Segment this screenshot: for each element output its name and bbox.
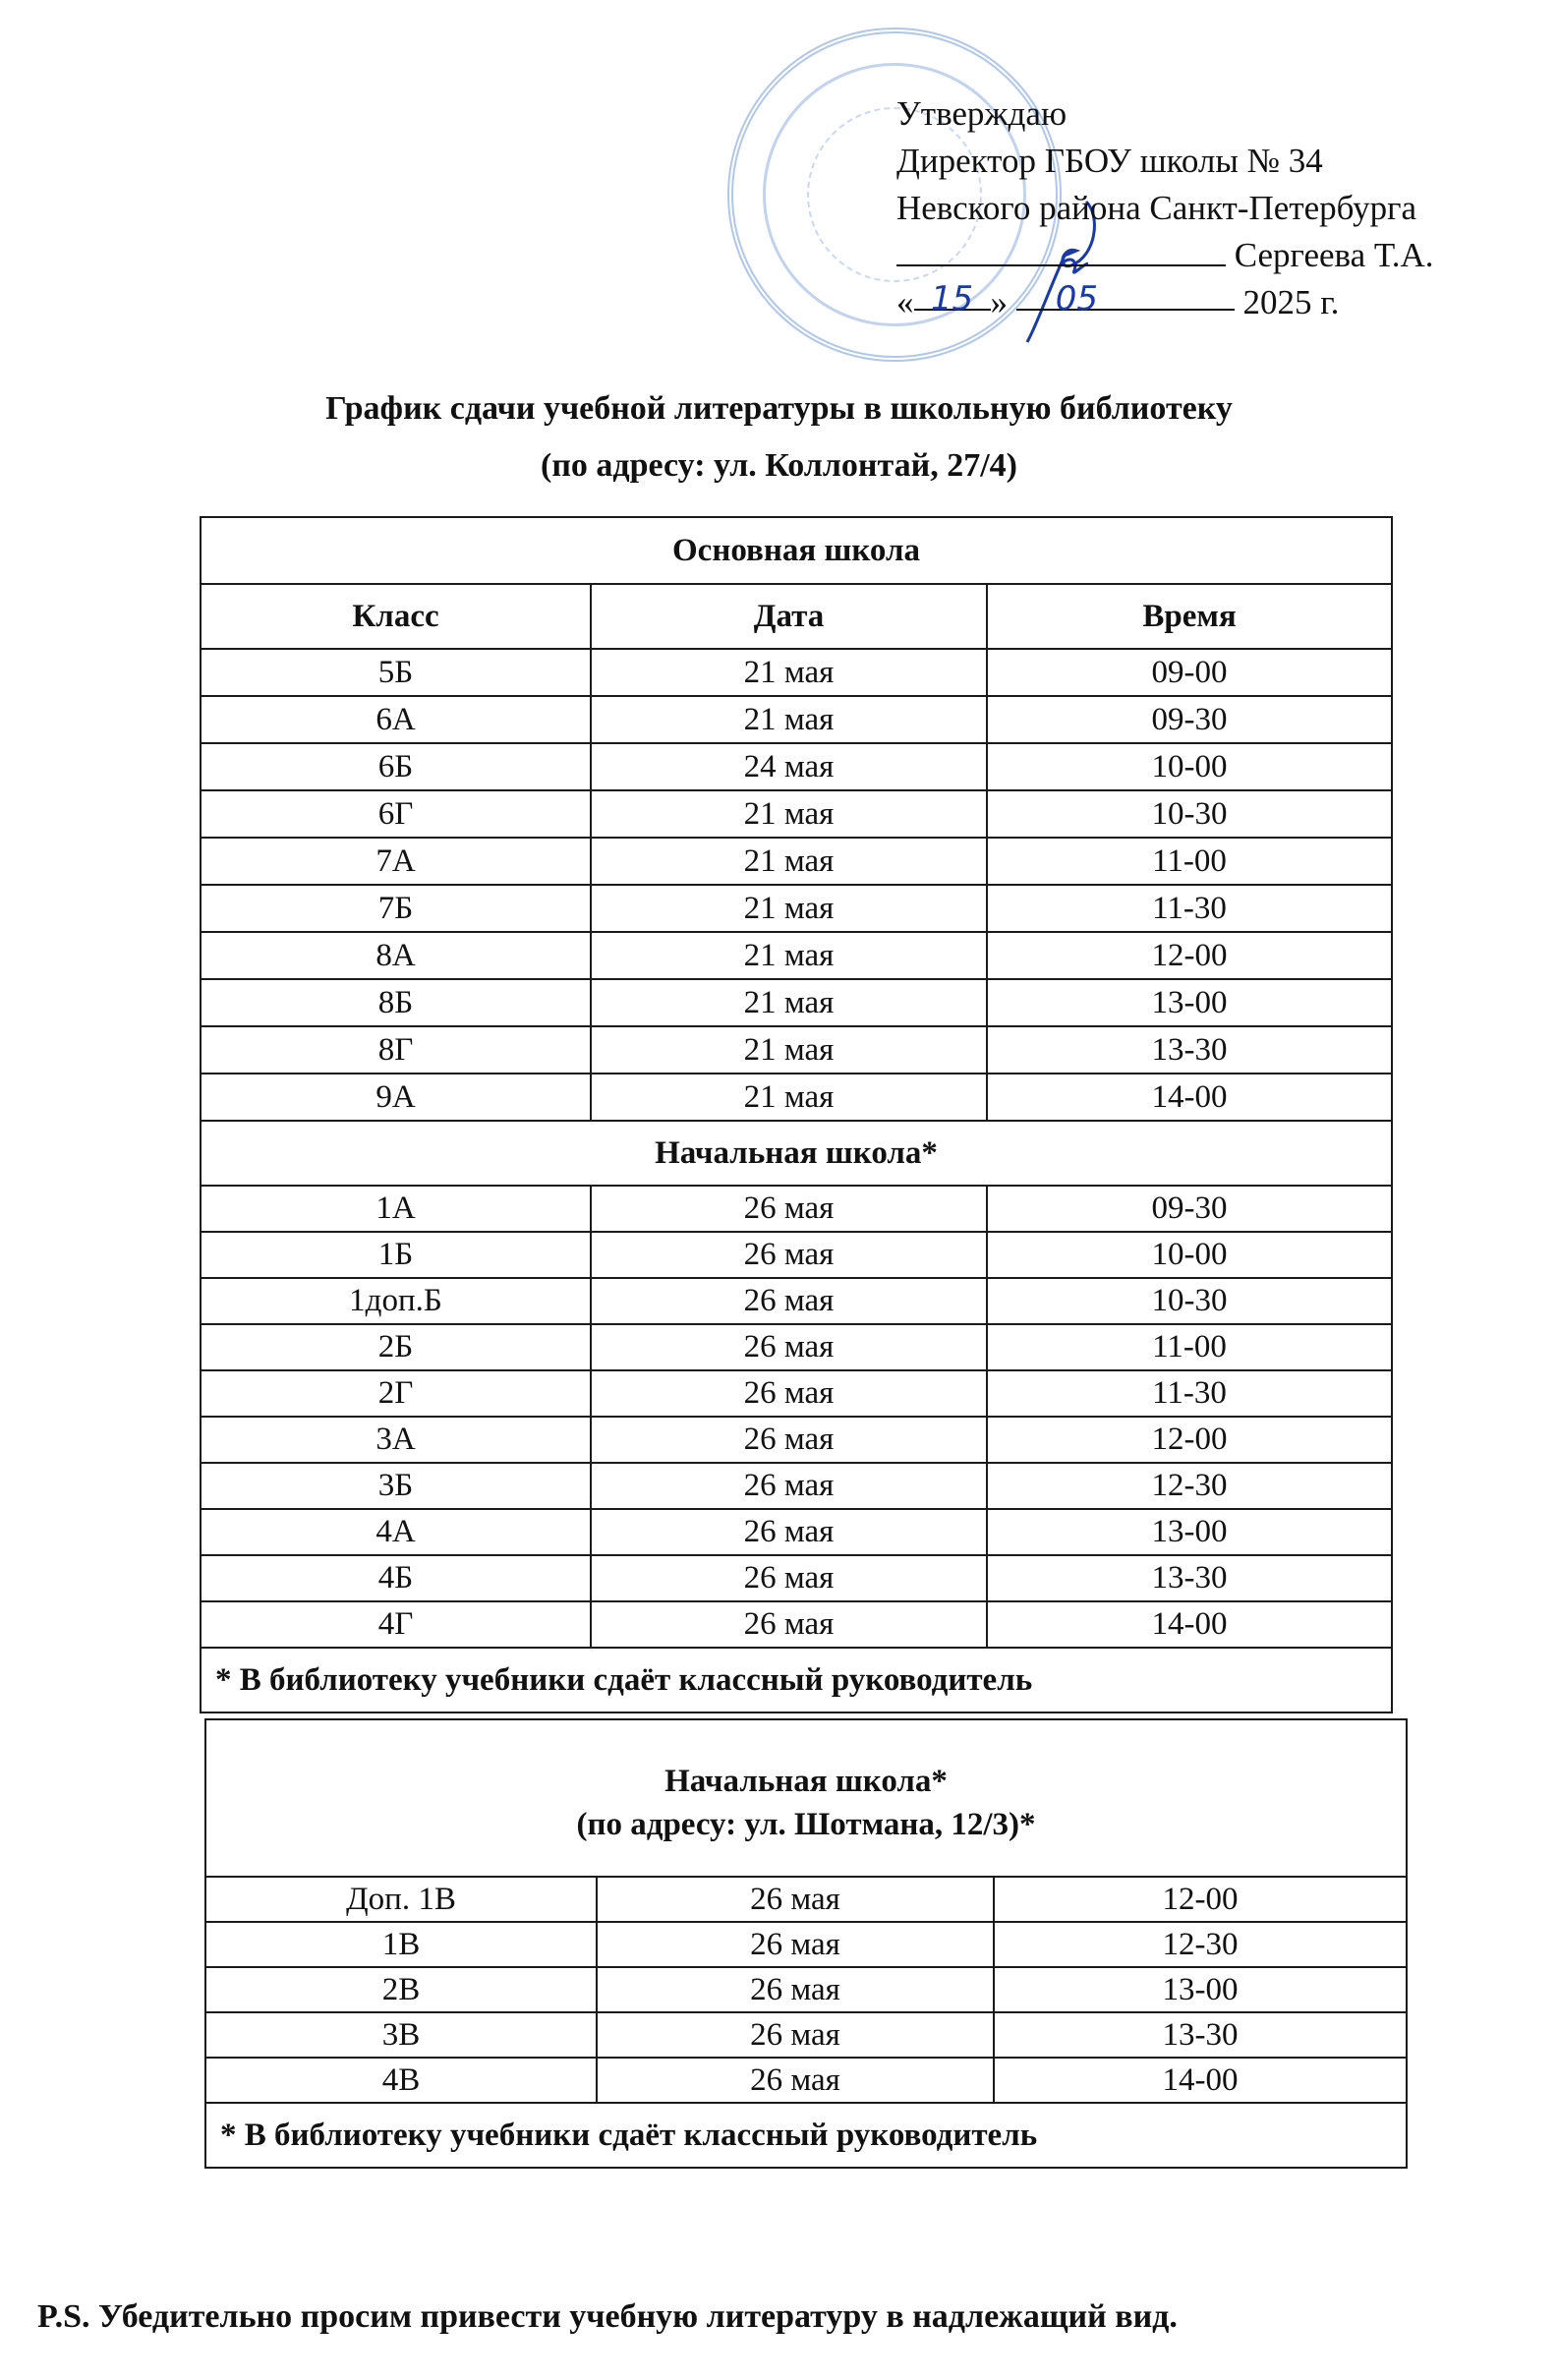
cell-date: 21 мая: [591, 790, 987, 838]
cell-time: 13-30: [994, 2012, 1407, 2058]
cell-date: 26 мая: [591, 1417, 987, 1463]
cell-date: 26 мая: [597, 2012, 994, 2058]
cell-class: 2Б: [201, 1324, 591, 1370]
postscript-note: P.S. Убедительно просим привести учебную литературу в надлежащий вид.: [37, 2298, 1178, 2335]
table-row: [201, 1601, 1392, 1648]
cell-date: 21 мая: [591, 838, 987, 885]
cell-time: 11-00: [987, 838, 1392, 885]
cell-date: 24 мая: [591, 743, 987, 790]
cell-class: 4Г: [201, 1601, 591, 1648]
table-row: [205, 1922, 1407, 1967]
table-row: [205, 2012, 1407, 2058]
cell-class: 8А: [201, 932, 591, 979]
table-row: [201, 1463, 1392, 1509]
footnote-class-teacher: * В библиотеку учебники сдаёт классный руководитель: [201, 1648, 1392, 1712]
table-row: [201, 979, 1392, 1026]
document-subtitle: (по адресу: ул. Коллонтай, 27/4): [541, 447, 1017, 484]
cell-time: 10-00: [987, 1232, 1392, 1278]
date-quote-close: »: [990, 283, 1008, 321]
cell-time: 11-00: [987, 1324, 1392, 1370]
cell-time: 09-30: [987, 1186, 1392, 1232]
table-row: [201, 696, 1392, 743]
cell-time: 11-30: [987, 1370, 1392, 1417]
cell-class: 3В: [205, 2012, 597, 2058]
cell-class: 9А: [201, 1074, 591, 1121]
signature-line: [896, 235, 1226, 266]
cell-class: 8Б: [201, 979, 591, 1026]
table-row: [201, 1186, 1392, 1232]
section-address: (по адресу: ул. Шотмана, 12/3)*: [576, 1807, 1036, 1842]
cell-class: 4Б: [201, 1555, 591, 1601]
cell-date: 21 мая: [591, 1026, 987, 1074]
cell-class: 7А: [201, 838, 591, 885]
cell-class: 1В: [205, 1922, 597, 1967]
column-header-time: Время: [987, 584, 1392, 649]
cell-date: 26 мая: [591, 1463, 987, 1509]
column-header-date: Дата: [591, 584, 987, 649]
cell-class: 1А: [201, 1186, 591, 1232]
cell-class: 6Б: [201, 743, 591, 790]
section-header-primary-shotmana: [205, 1719, 1407, 1877]
cell-time: 14-00: [987, 1074, 1392, 1121]
date-quote-open: «: [896, 283, 914, 321]
footnote-class-teacher: * В библиотеку учебники сдаёт классный руководитель: [205, 2103, 1407, 2168]
cell-time: 12-30: [994, 1922, 1407, 1967]
column-header-class: Класс: [201, 584, 591, 649]
cell-class: 3А: [201, 1417, 591, 1463]
table-row: [201, 1370, 1392, 1417]
table-row: [201, 1074, 1392, 1121]
cell-class: 7Б: [201, 885, 591, 932]
cell-date: 26 мая: [597, 1967, 994, 2012]
cell-time: 10-30: [987, 1278, 1392, 1324]
cell-date: 26 мая: [597, 1877, 994, 1922]
cell-date: 26 мая: [591, 1186, 987, 1232]
cell-time: 11-30: [987, 885, 1392, 932]
cell-date: 21 мая: [591, 1074, 987, 1121]
schedule-table-shotmana: [204, 1718, 1408, 2169]
table-row: [201, 838, 1392, 885]
cell-time: 12-00: [994, 1877, 1407, 1922]
table-row: [201, 932, 1392, 979]
cell-time: 10-00: [987, 743, 1392, 790]
cell-time: 13-00: [987, 979, 1392, 1026]
cell-date: 26 мая: [591, 1370, 987, 1417]
approval-signer-line: [896, 232, 1506, 279]
table-row: [201, 885, 1392, 932]
table-row: [201, 1555, 1392, 1601]
cell-date: 26 мая: [591, 1509, 987, 1555]
cell-date: 26 мая: [591, 1324, 987, 1370]
cell-date: 21 мая: [591, 696, 987, 743]
cell-date: 21 мая: [591, 885, 987, 932]
date-day: 15: [930, 279, 974, 319]
date-year: 2025 г.: [1242, 283, 1340, 321]
table-row: [201, 743, 1392, 790]
cell-class: 4В: [205, 2058, 597, 2103]
cell-time: 12-30: [987, 1463, 1392, 1509]
signer-name: Сергеева Т.А.: [1234, 236, 1434, 274]
table-row: [201, 1324, 1392, 1370]
cell-date: 26 мая: [591, 1555, 987, 1601]
document-title: График сдачи учебной литературы в школьную библиотеку: [325, 390, 1233, 427]
table-row: [205, 1967, 1407, 2012]
cell-class: 2В: [205, 1967, 597, 2012]
cell-date: 21 мая: [591, 932, 987, 979]
table-row: [201, 1232, 1392, 1278]
cell-date: 26 мая: [591, 1232, 987, 1278]
table-row: [201, 1509, 1392, 1555]
table-row: [201, 1278, 1392, 1324]
approval-heading: Утверждаю: [896, 94, 1068, 133]
cell-time: 12-00: [987, 932, 1392, 979]
cell-class: 2Г: [201, 1370, 591, 1417]
cell-date: 26 мая: [591, 1278, 987, 1324]
cell-class: 5Б: [201, 649, 591, 696]
section-title: Начальная школа*: [664, 1764, 948, 1799]
cell-class: 3Б: [201, 1463, 591, 1509]
date-month: 05: [1055, 279, 1099, 319]
cell-class: 1Б: [201, 1232, 591, 1278]
cell-time: 13-00: [994, 1967, 1407, 2012]
schedule-table-main: [200, 516, 1393, 1713]
approval-block: [896, 90, 1506, 326]
table-row: [205, 1877, 1407, 1922]
approval-district: Невского района Санкт-Петербурга: [896, 189, 1417, 227]
cell-class: 4А: [201, 1509, 591, 1555]
date-month-field: [1016, 279, 1235, 319]
cell-date: 26 мая: [597, 2058, 994, 2103]
cell-time: 14-00: [987, 1601, 1392, 1648]
cell-time: 09-30: [987, 696, 1392, 743]
table-row: [201, 1026, 1392, 1074]
cell-date: 26 мая: [597, 1922, 994, 1967]
cell-class: 6Г: [201, 790, 591, 838]
cell-class: 1доп.Б: [201, 1278, 591, 1324]
section-header-main-school: Основная школа: [201, 517, 1392, 584]
cell-date: 26 мая: [591, 1601, 987, 1648]
section-header-primary-school: Начальная школа*: [201, 1121, 1392, 1186]
cell-time: 13-30: [987, 1555, 1392, 1601]
table-row: [201, 1417, 1392, 1463]
cell-class: Доп. 1В: [205, 1877, 597, 1922]
date-day-field: [914, 279, 991, 319]
cell-time: 13-30: [987, 1026, 1392, 1074]
cell-date: 21 мая: [591, 979, 987, 1026]
cell-class: 6А: [201, 696, 591, 743]
approval-position: Директор ГБОУ школы № 34: [896, 142, 1323, 180]
cell-time: 12-00: [987, 1417, 1392, 1463]
cell-date: 21 мая: [591, 649, 987, 696]
table-row: [201, 790, 1392, 838]
cell-time: 09-00: [987, 649, 1392, 696]
cell-time: 10-30: [987, 790, 1392, 838]
approval-date: [896, 279, 1506, 326]
table-row: [201, 649, 1392, 696]
cell-time: 13-00: [987, 1509, 1392, 1555]
cell-time: 14-00: [994, 2058, 1407, 2103]
table-row: [205, 2058, 1407, 2103]
cell-class: 8Г: [201, 1026, 591, 1074]
